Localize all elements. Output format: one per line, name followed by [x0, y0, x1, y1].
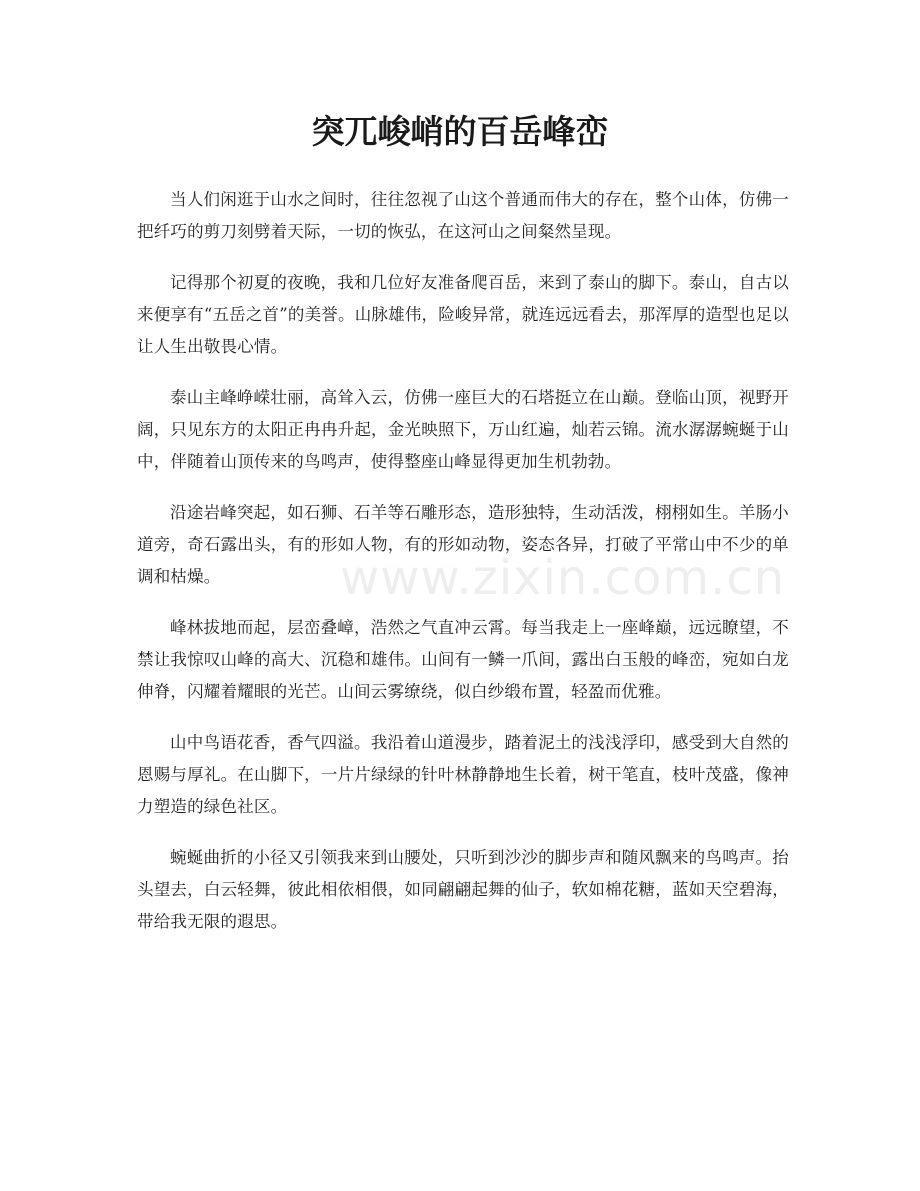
paragraph-2: 记得那个初夏的夜晚，我和几位好友准备爬百岳，来到了泰山的脚下。泰山，自古以来便享有“五岳之首”的美誉。山脉雄伟，险峻异常，就连远远看去，那浑厚的造型也足以让人生出敬畏心情。 [137, 273, 789, 356]
paragraph-7: 蜿蜒曲折的小径又引领我来到山腰处，只听到沙沙的脚步声和随风飘来的鸟鸣声。抬头望去，白云轻舞，彼此相依相偎，如同翩翩起舞的仙子，软如棉花糖，蓝如天空碧海，带给我无限的遐思。 [137, 848, 789, 931]
paragraph-3: 泰山主峰峥嵘壮丽，高耸入云，仿佛一座巨大的石塔挺立在山巅。登临山顶，视野开阔，只见东方的太阳正冉冉升起，金光映照下，万山红遍，灿若云锦。流水潺潺蜿蜒于山中，伴随着山顶传来的鸟鸣声，使得整座山峰显得更加生机勃勃。 [137, 388, 789, 471]
watermark-text: www.zixin.com.cn [340, 550, 786, 606]
paragraph-1: 当人们闲逛于山水之间时，往往忽视了山这个普通而伟大的存在，整个山体，仿佛一把纤巧的剪刀刻劈着天际，一切的恢弘，在这河山之间粲然呈现。 [137, 190, 789, 241]
paragraph-5: 峰林拔地而起，层峦叠嶂，浩然之气直冲云霄。每当我走上一座峰巅，远远瞭望，不禁让我惊叹山峰的高大、沉稳和雄伟。山间有一鳞一爪间，露出白玉般的峰峦，宛如白龙伸脊，闪耀着耀眼的光芒。山间云雾缭绕，似白纱缎布置，轻盈而优雅。 [137, 618, 789, 701]
document-body [137, 184, 789, 957]
paragraph-4: 沿途岩峰突起，如石狮、石羊等石雕形态，造形独特，生动活泼，栩栩如生。羊肠小道旁，奇石露出头，有的形如人物，有的形如动物，姿态各异，打破了平常山中不少的单调和枯燥。 [137, 503, 789, 586]
document-title: 突兀峻峭的百岳峰峦 [311, 112, 609, 151]
paragraph-6: 山中鸟语花香，香气四溢。我沿着山道漫步，踏着泥土的浅浅浮印，感受到大自然的恩赐与厚礼。在山脚下，一片片绿绿的针叶林静静地生长着，树干笔直，枝叶茂盛，像神力塑造的绿色社区。 [137, 733, 789, 816]
